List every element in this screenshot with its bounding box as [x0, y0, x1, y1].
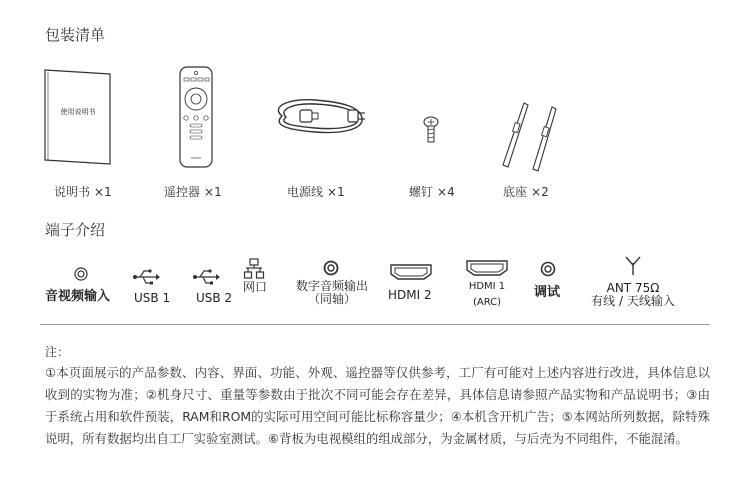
antenna-icon: [625, 256, 641, 276]
port-label-antenna: [588, 282, 678, 308]
item-screw: [409, 183, 455, 200]
item-qty: ×1: [327, 185, 345, 199]
manual-cover-text: 使用说明书: [60, 108, 96, 116]
item-name: 电源线: [287, 185, 324, 199]
port-label-debug: 调试: [534, 285, 561, 300]
port-label-hdmi2: HDMI 2: [388, 288, 432, 302]
usb-icon: [192, 268, 220, 286]
section-divider: [40, 324, 710, 325]
power-cord-image: [270, 96, 370, 138]
item-name: 螺钉: [409, 185, 434, 199]
ports-heading: 端子介绍: [45, 221, 106, 239]
item-name: 说明书: [54, 185, 91, 199]
screw-image: [423, 116, 439, 144]
item-qty: ×1: [94, 185, 112, 199]
port-label-sub: 有线 / 天线输入: [591, 294, 675, 308]
port-label-network: 网口: [243, 280, 268, 294]
network-icon: [244, 258, 264, 280]
item-name: 底座: [503, 185, 528, 199]
remote-control-image: [178, 66, 214, 168]
port-label-sub: (ARC): [472, 297, 502, 308]
port-label-sub: （同轴）: [307, 292, 356, 306]
item-stand: [503, 183, 549, 200]
item-name: 遥控器: [164, 185, 201, 199]
hdmi-icon: [390, 264, 432, 280]
usb-icon: [132, 268, 160, 286]
port-label-usb2: USB 2: [196, 291, 233, 305]
av-input-icon: [74, 267, 88, 281]
item-remote: [164, 183, 222, 200]
hdmi-icon: [466, 260, 508, 276]
port-label-av-input: 音视频输入: [45, 289, 111, 304]
port-label-main: 数字音频输出: [295, 279, 368, 293]
item-qty: ×1: [204, 185, 222, 199]
item-qty: ×2: [531, 185, 549, 199]
port-label-usb1: USB 1: [134, 291, 171, 305]
port-label-digital-audio: [293, 280, 371, 306]
port-label-hdmi1: [466, 280, 508, 309]
notes-body: ①本页面展示的产品参数、内容、界面、功能、外观、遥控器等仅供参考，工厂有可能对上述内容进行改进，具体信息以收到的实物为准；②机身尺寸、重量等参数由于批次不同可能会存在差异，具体信息请参照产品实物和产品说明书；③由于系统占用和软件预装，RAM和ROM的实际可用空间可能比标称容量少；④本机含开机广告；⑤本网站所列数据，除特殊说明，所有数据均出自工厂实验室测试。⑥背板为电视模组的组成部分，为金属材质，与后壳为不同组件，不能混淆。: [45, 365, 710, 446]
stand-image: [500, 101, 560, 173]
port-label-main: HDMI 1: [468, 281, 506, 292]
coaxial-icon: [323, 260, 339, 276]
manual-image: [42, 68, 114, 166]
item-power-cord: [287, 183, 345, 200]
item-manual: [54, 183, 112, 200]
port-label-main: ANT 75Ω: [606, 281, 660, 295]
debug-port-icon: [540, 261, 556, 277]
notes-title: 注：: [45, 345, 70, 359]
packing-list-heading: 包装清单: [45, 26, 106, 44]
item-qty: ×4: [437, 185, 455, 199]
